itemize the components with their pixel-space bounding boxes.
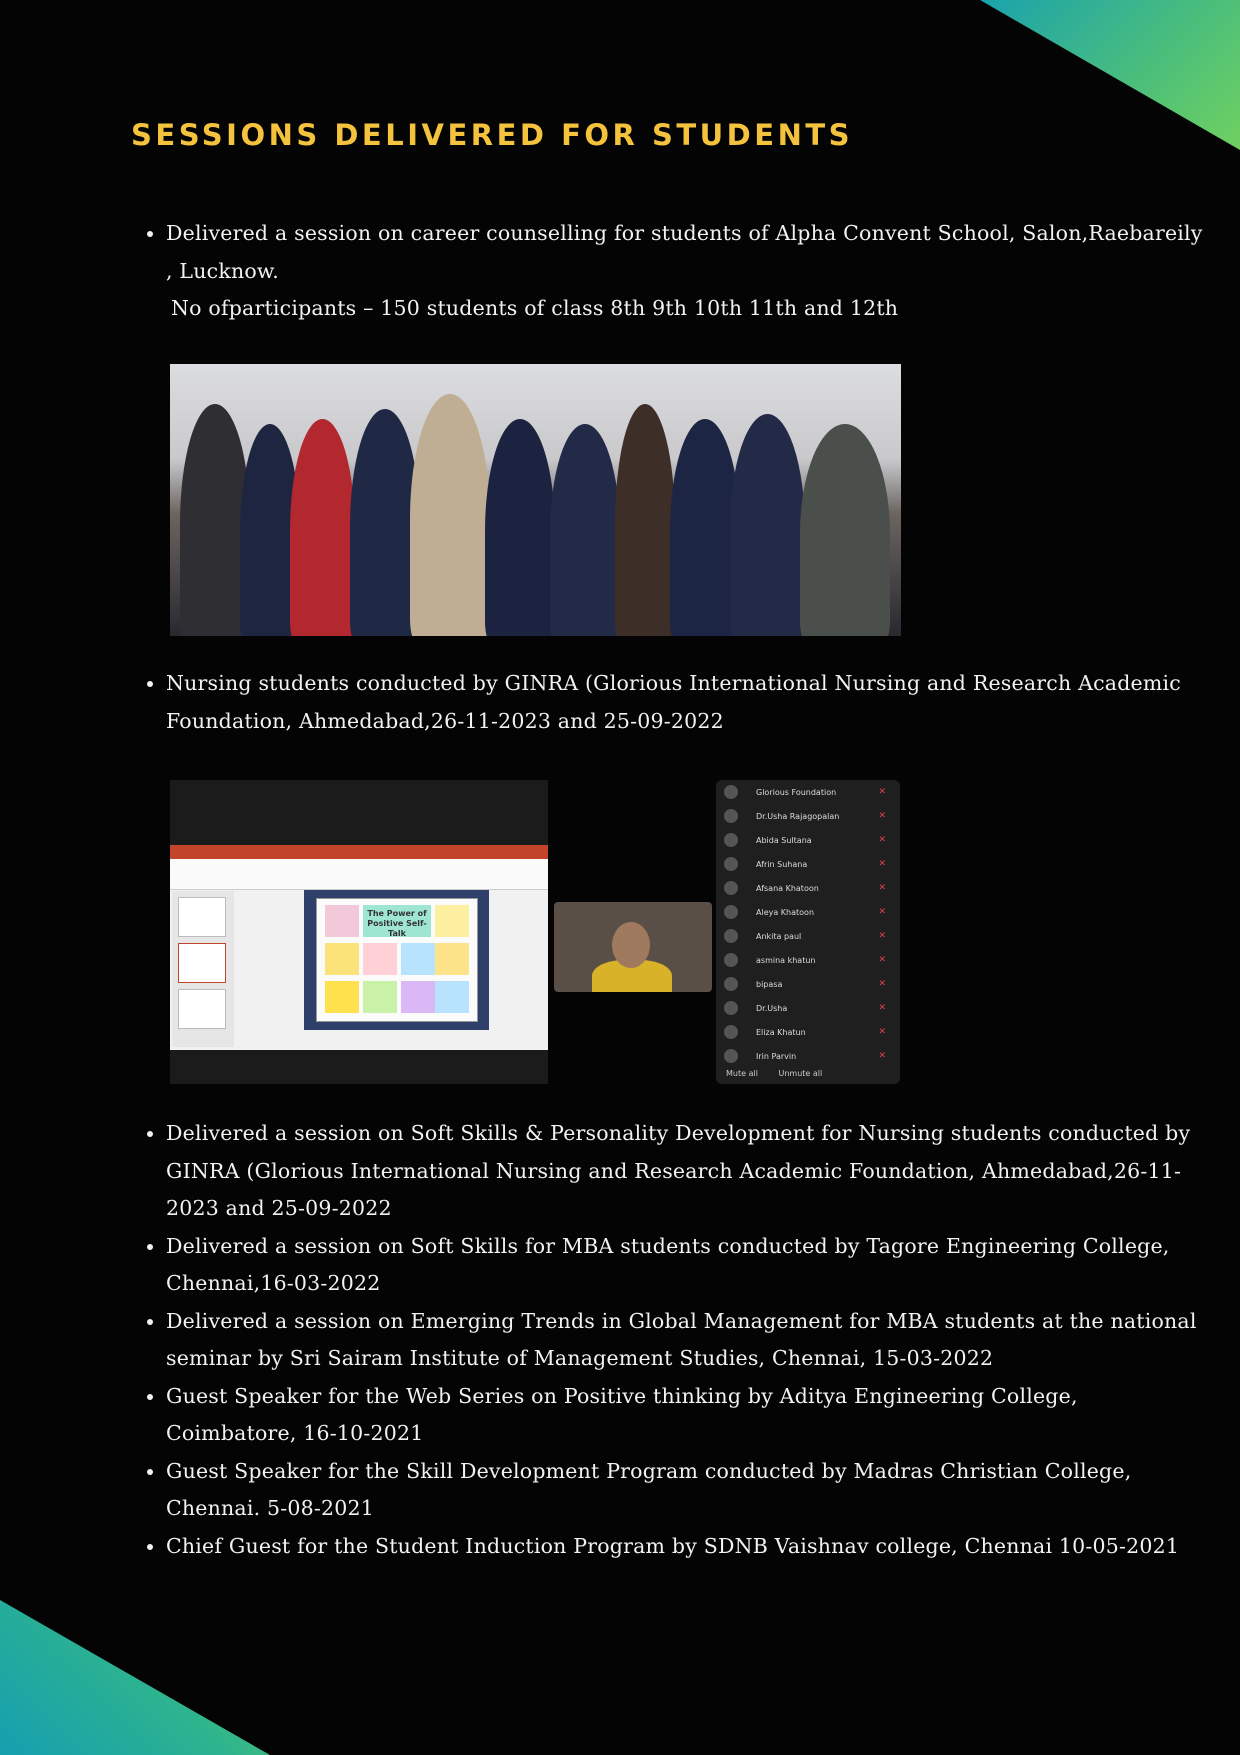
participant-row: Dr.Usha ✕: [716, 996, 900, 1020]
participant-row: Eliza Khatun ✕: [716, 1020, 900, 1044]
list-item: [166, 215, 1206, 328]
presentation-window: [170, 845, 548, 1050]
group-photo: [170, 364, 901, 636]
participant-row: Ankita paul ✕: [716, 924, 900, 948]
mute-all-button: Mute all: [726, 1069, 758, 1078]
participant-row: Abida Sultana ✕: [716, 828, 900, 852]
speaker-video: [554, 902, 712, 992]
participant-row: Irin Parvin ✕: [716, 1044, 900, 1068]
list-item: • Guest Speaker for the Web Series on Positive thinking by Aditya Engineering College, Coimbatore, 16-10-2021: [166, 1378, 1206, 1453]
slide-thumbnails: [172, 891, 234, 1047]
participant-row: Glorious Foundation ✕: [716, 780, 900, 804]
shared-screen: [170, 780, 548, 1084]
online-meeting-screenshot: [170, 780, 900, 1084]
corner-decoration-top-right: [980, 0, 1240, 150]
session-list-1: [126, 215, 1206, 328]
participant-row: Afrin Suhana ✕: [716, 852, 900, 876]
slide: [304, 890, 489, 1030]
participant-row: asmina khatun ✕: [716, 948, 900, 972]
list-item: • Nursing students conducted by GINRA (Glorious International Nursing and Research Academic Foundation, Ahmedabad,26-11-2023 and 25-09-2022: [166, 665, 1206, 740]
participants-note: No ofparticipants – 150 students of class 8th 9th 10th 11th and 12th: [171, 296, 899, 320]
page-title: SESSIONS DELIVERED FOR STUDENTS: [131, 118, 854, 152]
list-item: • Guest Speaker for the Skill Development Program conducted by Madras Christian College, Chennai. 5-08-2021: [166, 1453, 1206, 1528]
slide-title: The Power of Positive Self-Talk: [363, 905, 431, 937]
list-item: • Delivered a session on Soft Skills for MBA students conducted by Tagore Engineering College, Chennai,16-03-2022: [166, 1228, 1206, 1303]
list-item: • Chief Guest for the Student Induction Program by SDNB Vaishnav college, Chennai 10-05-2021: [166, 1528, 1206, 1566]
corner-decoration-bottom-left: [0, 1600, 270, 1755]
unmute-all-button: Unmute all: [778, 1069, 823, 1078]
participant-row: Aleya Khatoon ✕: [716, 900, 900, 924]
participant-row: bipasa ✕: [716, 972, 900, 996]
session-list-2: [126, 665, 1206, 740]
participant-footer: [726, 1069, 840, 1078]
participant-row: Dr.Usha Rajagopalan ✕: [716, 804, 900, 828]
list-item: • Delivered a session on Soft Skills & Personality Development for Nursing students conducted by GINRA (Glorious International Nursing and Research Academic Foundation, Ahmedabad,26-11-2023 and 25-09-2022: [166, 1115, 1206, 1228]
session-list-3: [126, 1115, 1206, 1565]
session-text: Delivered a session on career counselling for students of Alpha Convent School, Salon,Raebareily , Lucknow.: [166, 221, 1203, 283]
participant-list: [716, 780, 900, 1084]
participant-row: Afsana Khatoon ✕: [716, 876, 900, 900]
list-item: • Delivered a session on Emerging Trends in Global Management for MBA students at the national seminar by Sri Sairam Institute of Management Studies, Chennai, 15-03-2022: [166, 1303, 1206, 1378]
